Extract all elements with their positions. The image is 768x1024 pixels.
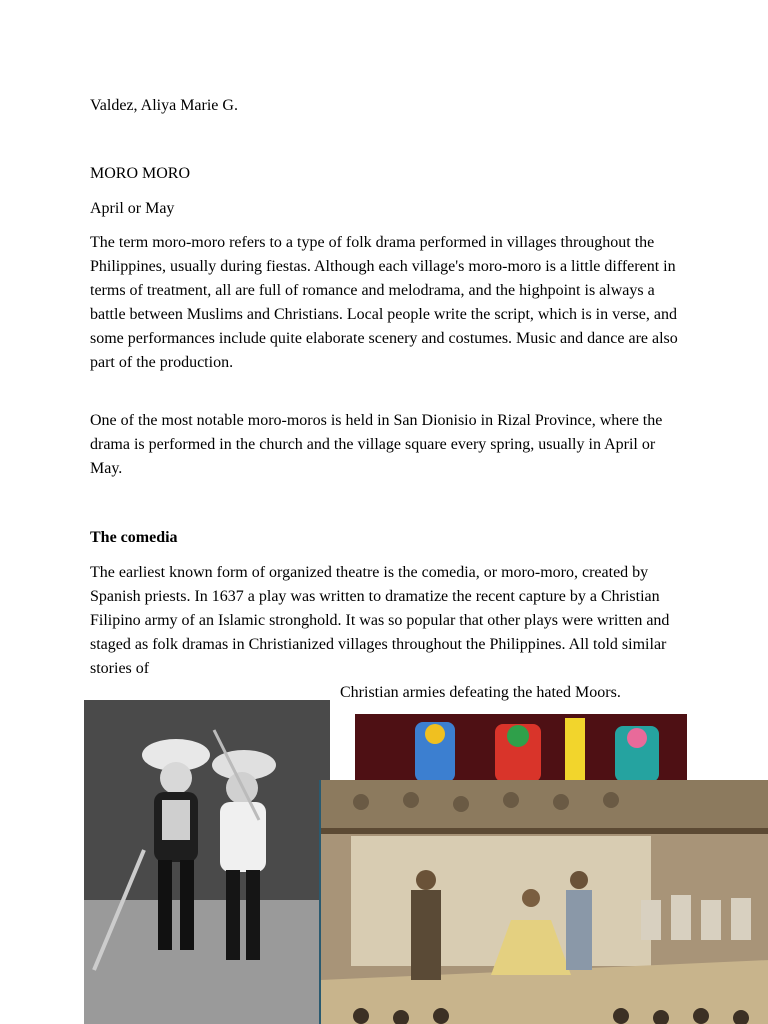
author-name: Valdez, Aliya Marie G. — [90, 97, 238, 114]
document-subtitle: April or May — [90, 200, 175, 217]
duel-illustration — [84, 700, 330, 1024]
stage-performance-engraving — [319, 780, 768, 1024]
costumes-illustration — [355, 714, 687, 782]
paragraph-comedia-end: Christian armies defeating the hated Moors. — [340, 684, 621, 701]
colorful-costumes-photo — [355, 714, 687, 782]
stage-illustration — [321, 780, 768, 1024]
moro-moro-performers-photo — [84, 700, 330, 1024]
paragraph-comedia: The earliest known form of organized theatre is the comedia, or moro-moro, created by Spanish priests. In 1637 a play was written to dramatize the recent capture by a Christian Filipino army of an Islamic stronghold. It was so popular that other plays were written and staged as folk dramas in Christianized villages throughout the Philippines. All told similar stories of — [90, 564, 670, 677]
paragraph-san-dionisio: One of the most notable moro-moros is held in San Dionisio in Rizal Province, where the drama is performed in the church and the village square every spring, usually in April or May. — [90, 412, 663, 477]
document-title: MORO MORO — [90, 165, 191, 182]
section-heading: The comedia — [90, 529, 178, 546]
paragraph-intro: The term moro-moro refers to a type of folk drama performed in villages throughout the Philippines, usually during fiestas. Although each village's moro-moro is a little different in terms of treatment, all are full of romance and melodrama, and the highpoint is always a battle between Muslims and Christians. Local people write the script, which is in verse, and some performances include quite elaborate scenery and costumes. Music and dance are also part of the production. — [90, 234, 678, 371]
